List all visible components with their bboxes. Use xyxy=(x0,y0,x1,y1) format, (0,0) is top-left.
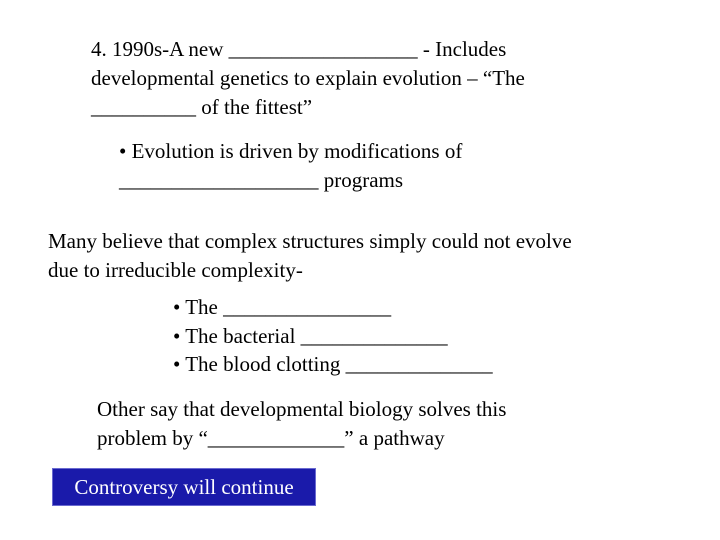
intro-line: 4. 1990s-A new __________________ - Includes xyxy=(91,37,507,61)
intro-paragraph xyxy=(91,35,525,122)
developmental-line: Other say that developmental biology solves this xyxy=(97,397,507,421)
evolution-bullet xyxy=(119,137,462,195)
examples-list xyxy=(173,293,493,379)
developmental-paragraph xyxy=(97,395,506,453)
evolution-bullet-line: • Evolution is driven by modifications of xyxy=(119,139,463,163)
controversy-banner: Controversy will continue xyxy=(52,468,316,506)
intro-line: developmental genetics to explain evolution – “The xyxy=(91,66,525,90)
developmental-line: problem by “_____________” a pathway xyxy=(97,426,445,450)
list-item: • The ________________ xyxy=(173,295,392,319)
list-item: • The blood clotting ______________ xyxy=(173,352,493,376)
complexity-paragraph xyxy=(48,227,572,285)
complexity-line: Many believe that complex structures simply could not evolve xyxy=(48,229,572,253)
complexity-line: due to irreducible complexity- xyxy=(48,258,303,282)
list-item: • The bacterial ______________ xyxy=(173,323,448,348)
intro-line: __________ of the fittest” xyxy=(91,95,313,119)
evolution-bullet-line: ___________________ programs xyxy=(119,168,404,192)
